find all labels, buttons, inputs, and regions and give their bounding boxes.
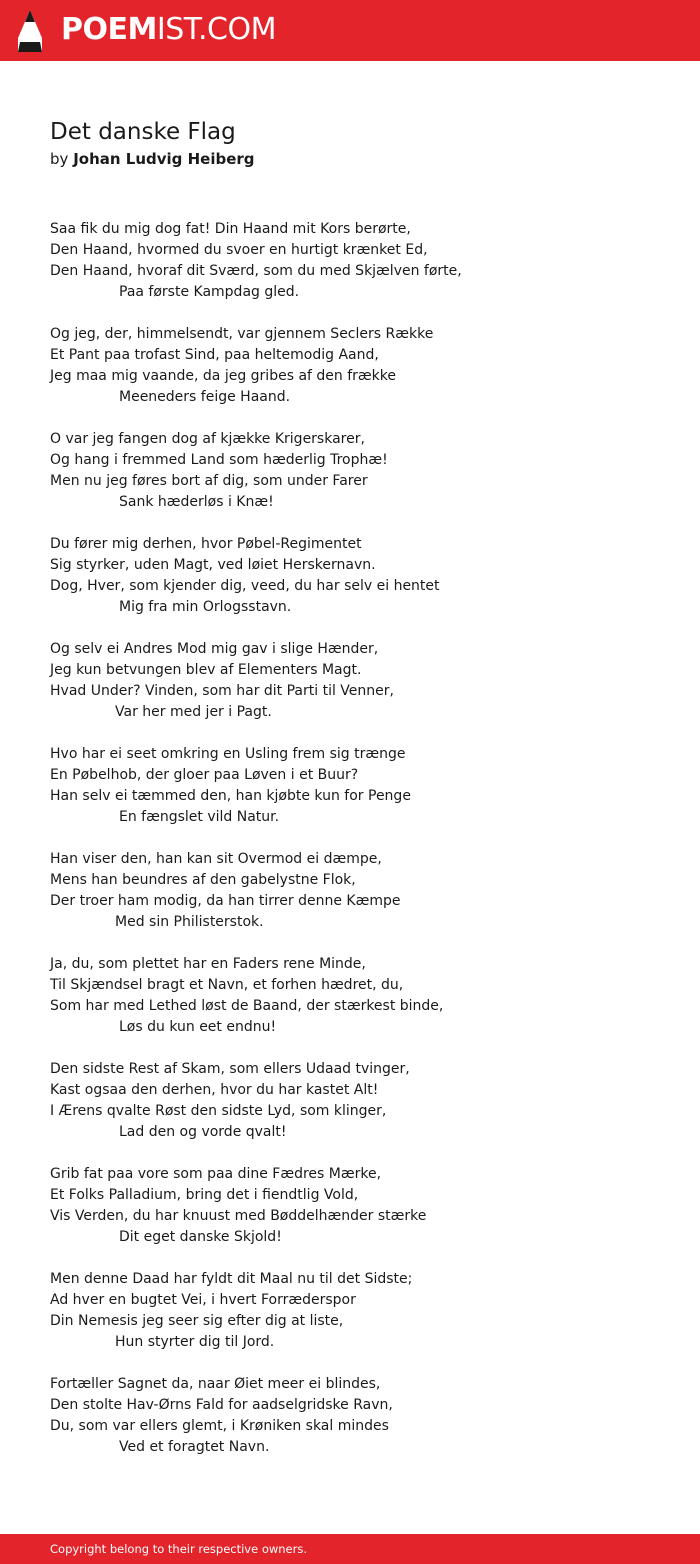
poem-line: Den sidste Rest af Skam, som ellers Udaad tvinger, (50, 1061, 410, 1077)
poem-line: O var jeg fangen dog af kjække Krigerskarer, (50, 431, 365, 447)
byline-prefix: by (50, 150, 69, 168)
poem-line: Sank hæderløs i Knæ! (119, 494, 274, 510)
poem-line: Ved et foragtet Navn. (119, 1439, 270, 1455)
poem-line: Og selv ei Andres Mod mig gav i slige Hænder, (50, 641, 379, 657)
poem-line: Ja, du, som plettet har en Faders rene Minde, (50, 956, 366, 972)
poem-line: Mens han beundres af den gabelystne Flok, (50, 872, 356, 888)
poem-line: Den Haand, hvormed du svoer en hurtigt krænket Ed, (50, 242, 428, 258)
stanza (50, 1059, 670, 1143)
stanza (50, 1374, 670, 1458)
stanza (50, 639, 670, 723)
poem-line: Kast ogsaa den derhen, hvor du har kastet Alt! (50, 1082, 379, 1098)
poem-line: Fortæller Sagnet da, naar Øiet meer ei blindes, (50, 1376, 381, 1392)
poem-line: Løs du kun eet endnu! (119, 1019, 277, 1035)
poem-line: En Pøbelhob, der gloer paa Løven i et Buur? (50, 767, 359, 783)
poem-line: Din Nemesis jeg seer sig efter dig at liste, (50, 1313, 344, 1329)
poem-line: Og jeg, der, himmelsendt, var gjennem Seclers Række (50, 326, 434, 342)
poem-line: Lad den og vorde qvalt! (119, 1124, 287, 1140)
poem-line: Med sin Philisterstok. (115, 914, 264, 930)
poem-line: Grib fat paa vore som paa dine Fædres Mærke, (50, 1166, 382, 1182)
poem-line: Sig styrker, uden Magt, ved løiet Herskernavn. (50, 557, 376, 573)
stanza (50, 429, 670, 513)
poem-line: En fængslet vild Natur. (119, 809, 280, 825)
poem-line: Og hang i fremmed Land som hæderlig Trophæ! (50, 452, 388, 468)
poem-line: Jeg kun betvungen blev af Elementers Magt. (50, 662, 362, 678)
author-name: Johan Ludvig Heiberg (73, 150, 255, 168)
poem-line: Dit eget danske Skjold! (119, 1229, 282, 1245)
copyright-text: Copyright belong to their respective owners. (50, 1542, 308, 1556)
stanza (50, 849, 670, 933)
poem-line: Paa første Kampdag gled. (119, 284, 300, 300)
poem-line: Hvo har ei seet omkring en Usling frem sig trænge (50, 746, 406, 762)
stanza (50, 534, 670, 618)
poem-line: Meeneders feige Haand. (119, 389, 291, 405)
stanza (50, 1269, 670, 1353)
poem-line: Men denne Daad har fyldt dit Maal nu til det Sidste; (50, 1271, 413, 1287)
poem-line: Dog, Hver, som kjender dig, veed, du har selv ei hentet (50, 578, 440, 594)
poem-line: Ad hver en bugtet Vei, i hvert Forræderspor (50, 1292, 356, 1308)
poem-line: Et Folks Palladium, bring det i fiendtlig Vold, (50, 1187, 359, 1203)
poem-line: Som har med Lethed løst de Baand, der stærkest binde, (50, 998, 444, 1014)
stanza (50, 219, 670, 303)
logo-text-bold: POEM (61, 12, 157, 47)
poem-line: Var her med jer i Pagt. (115, 704, 272, 720)
poem-line: Saa fik du mig dog fat! Din Haand mit Kors berørte, (50, 221, 411, 237)
site-footer (0, 1534, 700, 1564)
poem-line: Hvad Under? Vinden, som har dit Parti til Venner, (50, 683, 394, 699)
stanza (50, 324, 670, 408)
poem-line: Jeg maa mig vaande, da jeg gribes af den frække (50, 368, 396, 384)
poem-title: Det danske Flag (50, 119, 236, 145)
pencil-tip-icon[interactable] (18, 10, 42, 52)
poem-line: Til Skjændsel bragt et Navn, et forhen hædret, du, (50, 977, 404, 993)
stanza (50, 1164, 670, 1248)
poem-line: I Ærens qvalte Røst den sidste Lyd, som klinger, (50, 1103, 387, 1119)
poem-line: Du, som var ellers glemt, i Krøniken skal mindes (50, 1418, 389, 1434)
poem-line: Han selv ei tæmmed den, han kjøbte kun for Penge (50, 788, 411, 804)
poem-line: Hun styrter dig til Jord. (115, 1334, 275, 1350)
poem-line: Mig fra min Orlogsstavn. (119, 599, 292, 615)
poem-line: Men nu jeg føres bort af dig, som under Farer (50, 473, 368, 489)
poem-line: Vis Verden, du har knuust med Bøddelhænder stærke (50, 1208, 427, 1224)
poem-line: Der troer ham modig, da han tirrer denne Kæmpe (50, 893, 401, 909)
site-logo[interactable] (61, 12, 276, 48)
site-header (0, 0, 700, 61)
stanza (50, 954, 670, 1038)
poem-line: Den Haand, hvoraf dit Sværd, som du med Skjælven førte, (50, 263, 462, 279)
logo-text-light: IST.COM (156, 12, 276, 47)
poem-line: Et Pant paa trofast Sind, paa heltemodig Aand, (50, 347, 379, 363)
stanza (50, 744, 670, 828)
poem-line: Den stolte Hav-Ørns Fald for aadselgridske Ravn, (50, 1397, 393, 1413)
poem-body (50, 219, 670, 1479)
poem-line: Han viser den, han kan sit Overmod ei dæmpe, (50, 851, 382, 867)
byline (50, 148, 255, 170)
poem-line: Du fører mig derhen, hvor Pøbel-Regimentet (50, 536, 362, 552)
